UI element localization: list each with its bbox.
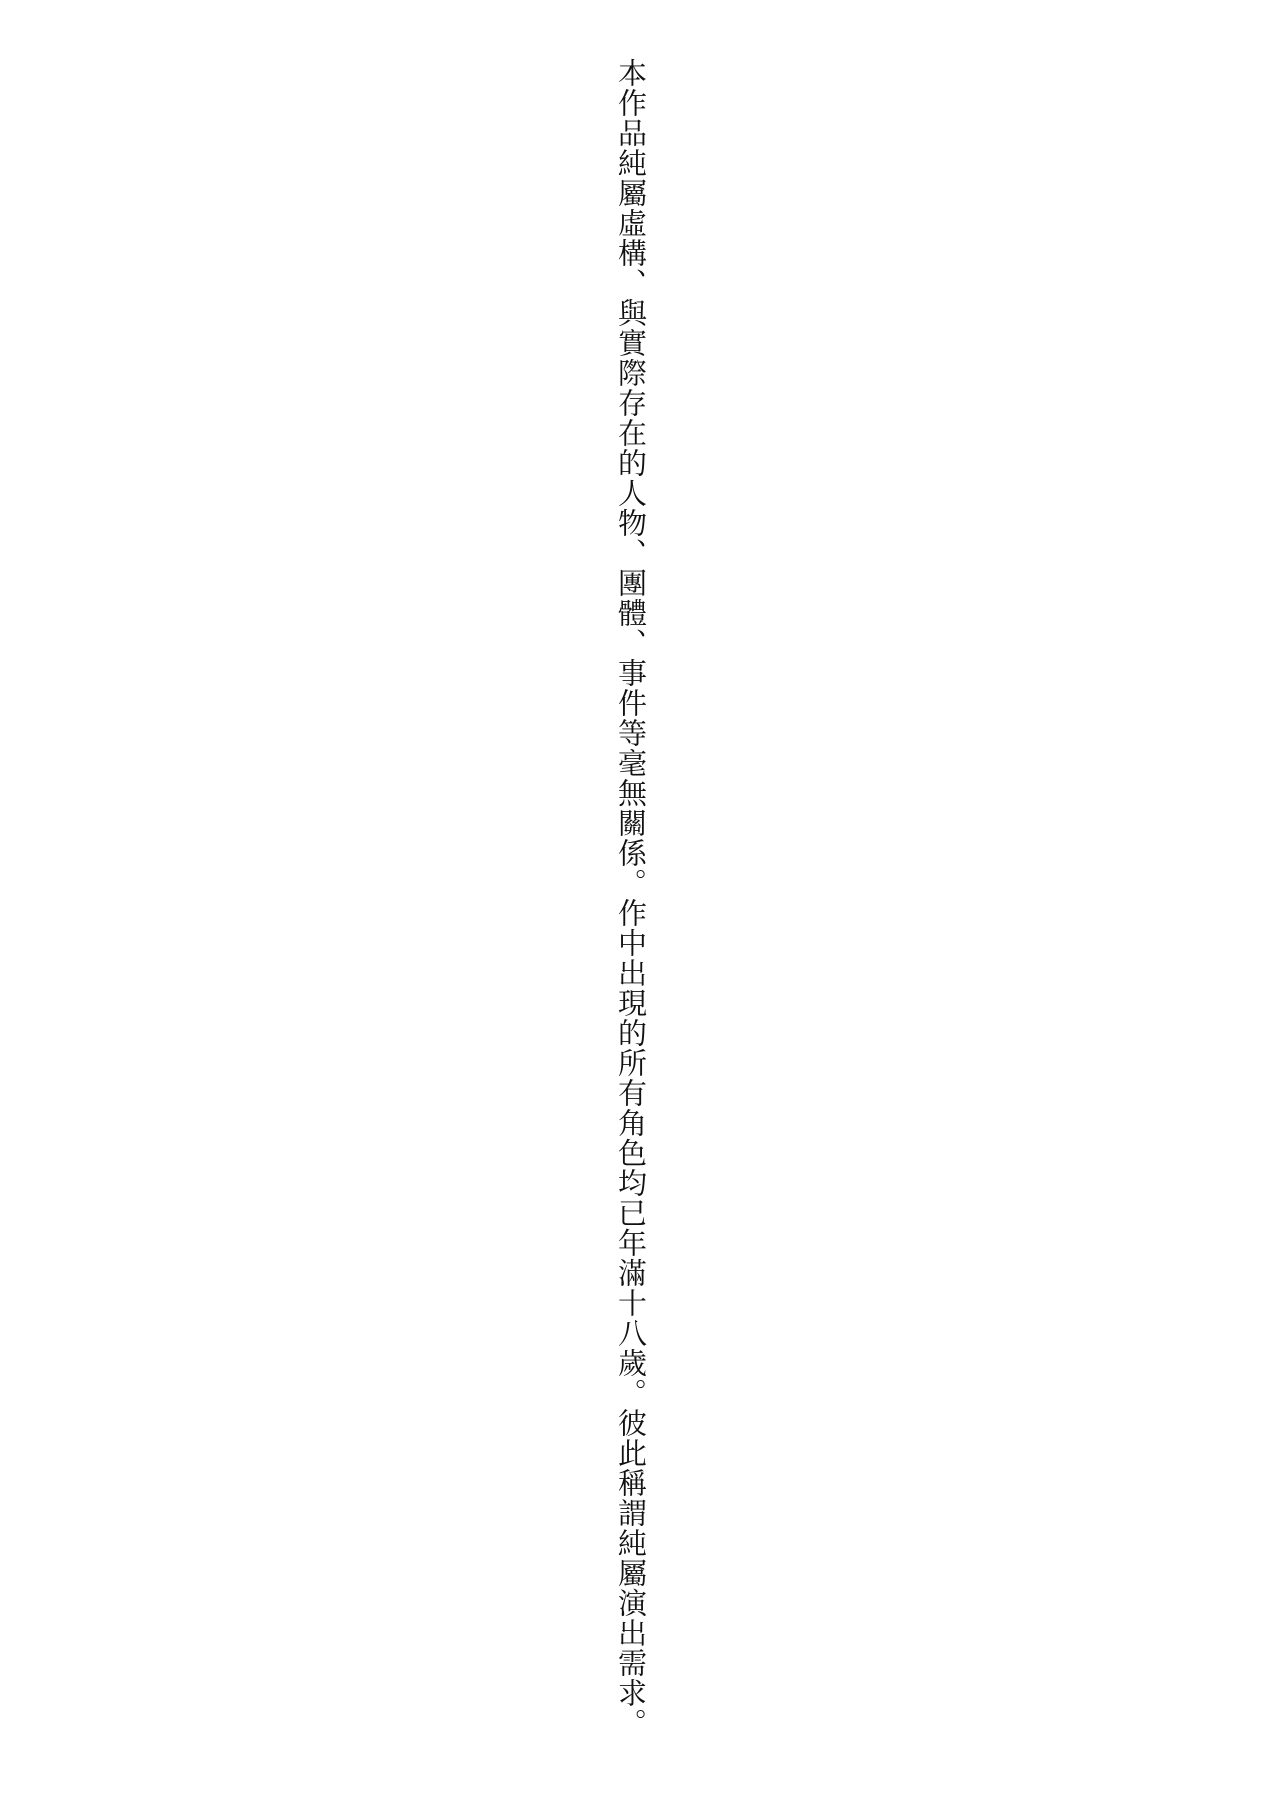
disclaimer-text: 本作品純屬虛構、與實際存在的人物、團體、事件等毫無關係。作中出現的所有角色均已年滿十八歲。彼此稱謂純屬演出需求。	[614, 58, 646, 1738]
